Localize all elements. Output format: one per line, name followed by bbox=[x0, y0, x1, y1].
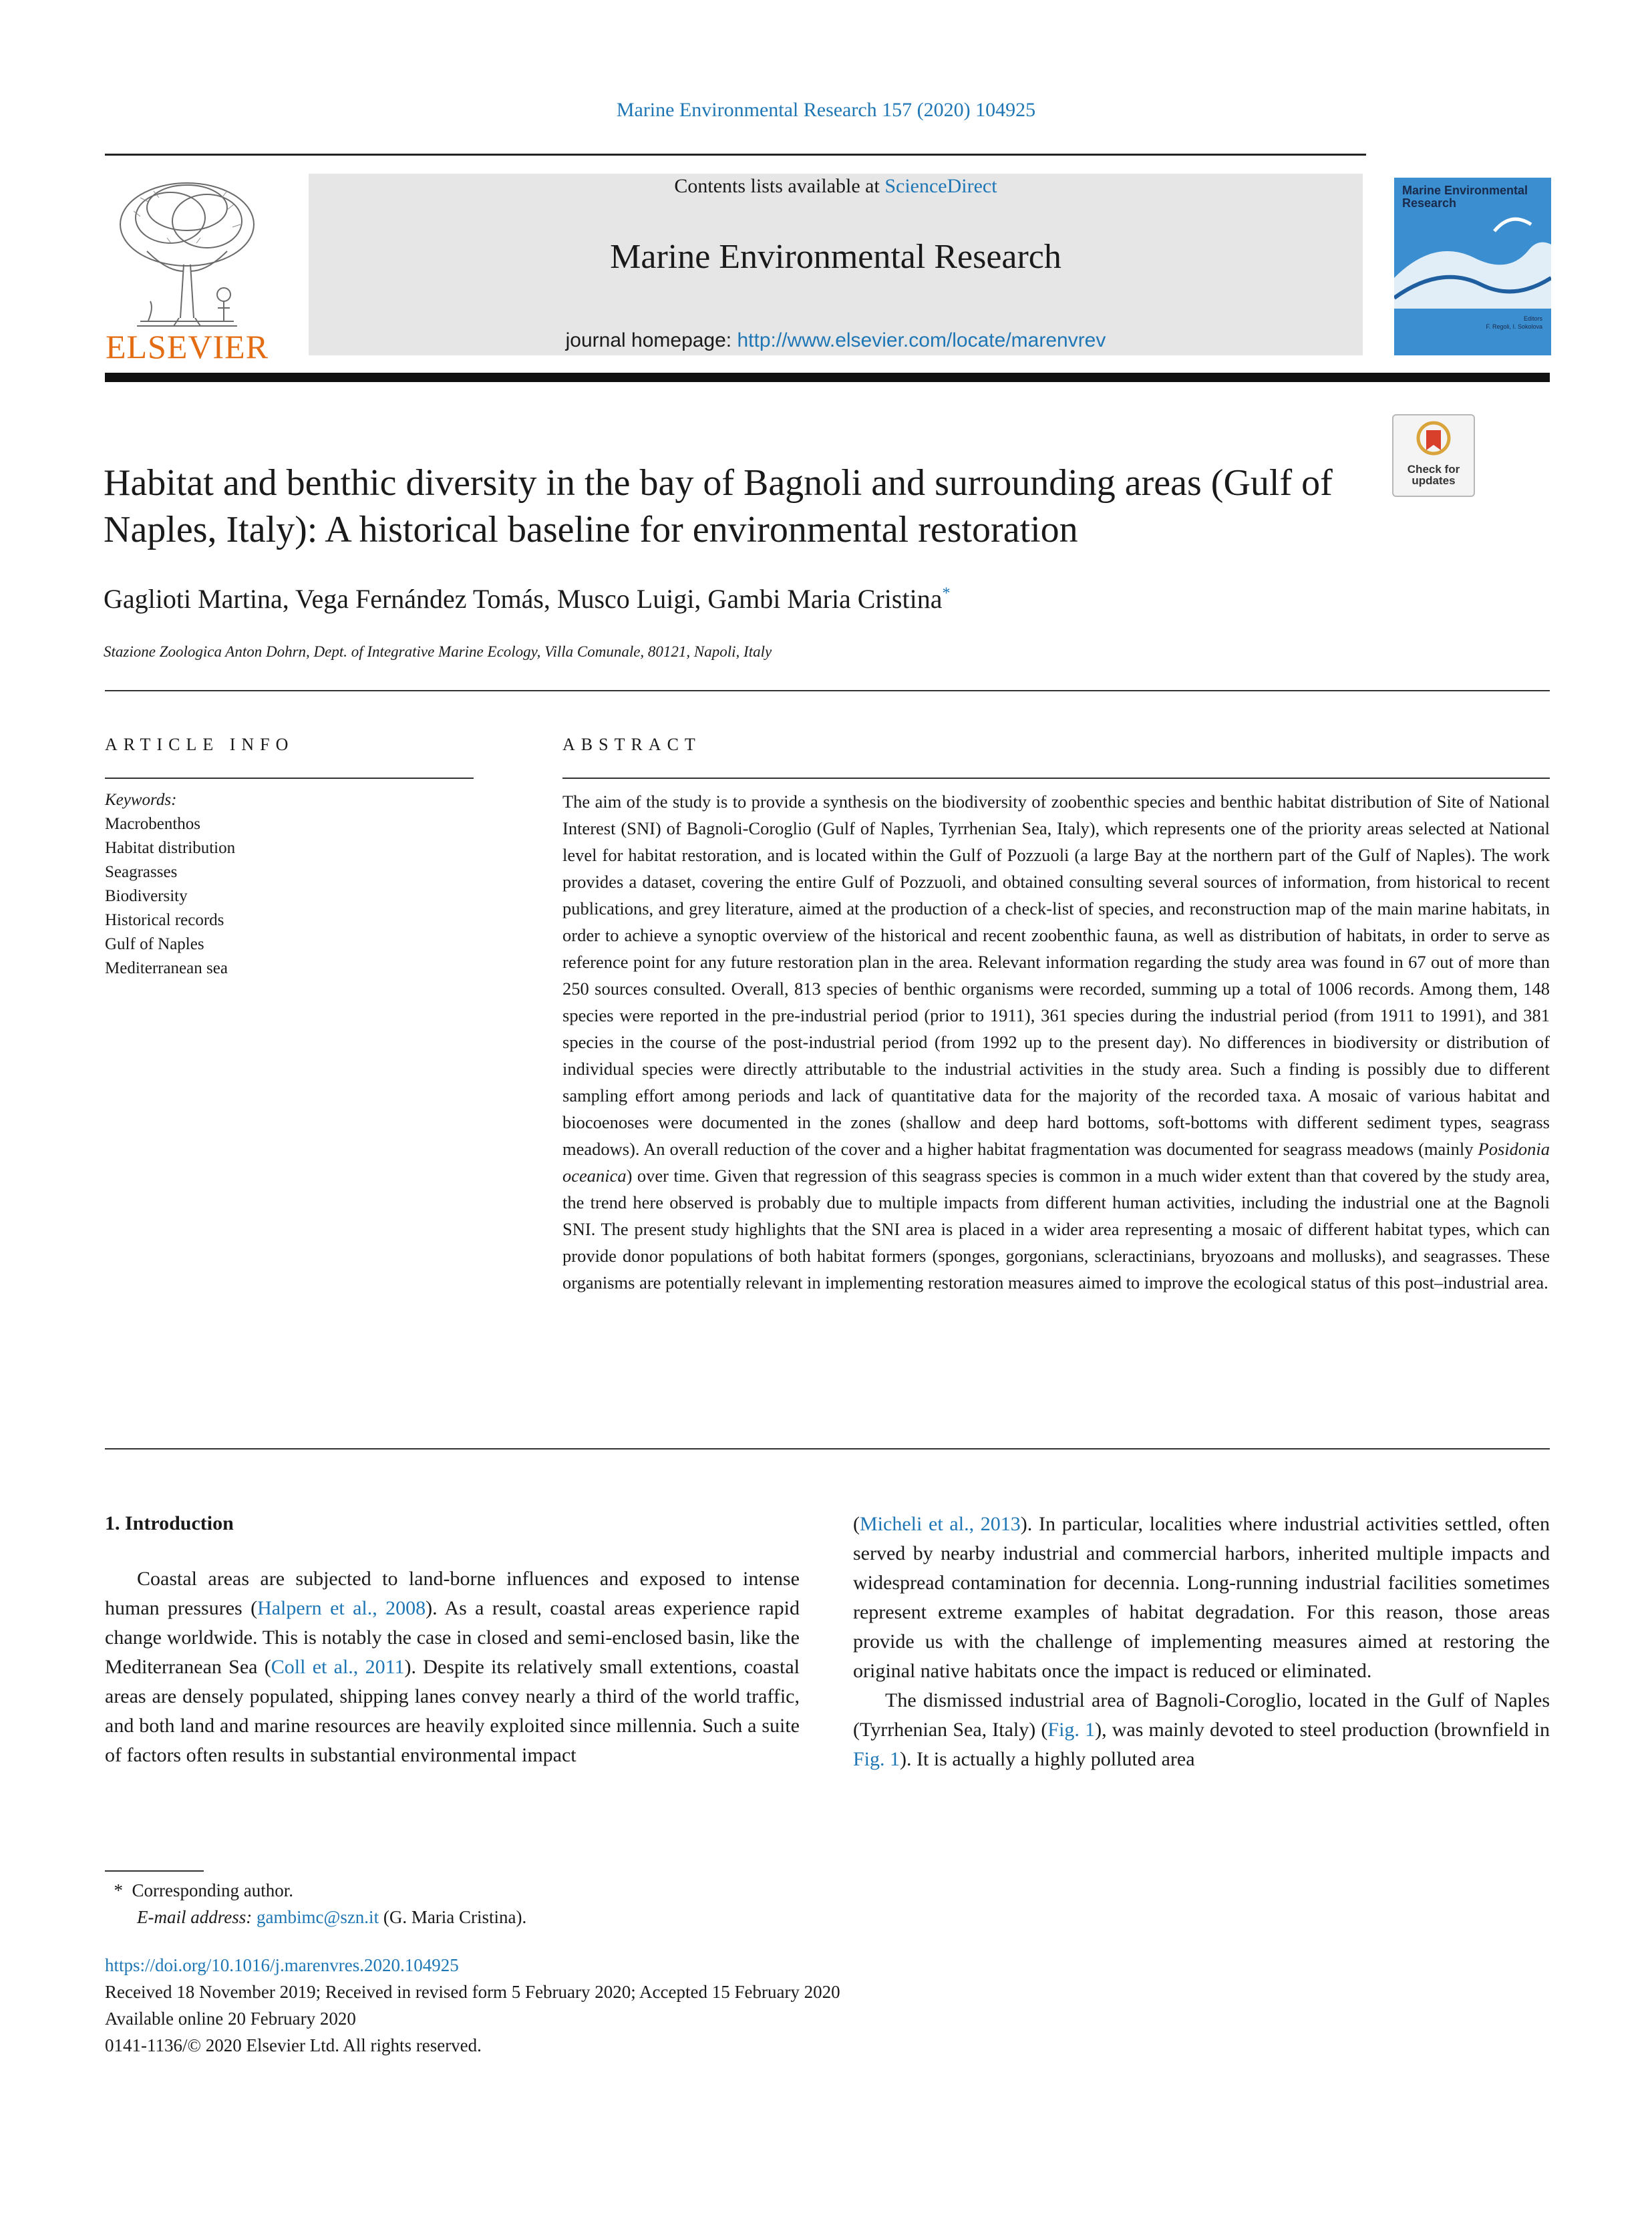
cover-editors-label: Editors bbox=[1523, 315, 1542, 322]
email-name: (G. Maria Cristina). bbox=[383, 1907, 527, 1927]
keywords-list bbox=[105, 788, 235, 981]
header-rule bbox=[105, 154, 1366, 156]
intro-paragraph-2 bbox=[853, 1686, 1550, 1774]
keywords-label: Keywords: bbox=[105, 791, 177, 809]
intro-text: ). It is actually a highly polluted area bbox=[900, 1748, 1195, 1770]
article-info-heading: ARTICLE INFO bbox=[105, 735, 295, 754]
bookmark-icon bbox=[1416, 421, 1451, 461]
sciencedirect-link[interactable]: ScienceDirect bbox=[884, 175, 997, 197]
intro-text: ). Despite its relatively small extentions, coastal areas are densely populated, shipping lanes convey nearly a third of the world traffic, and both land and marine resources are heavily exploited since millennia. Such a suite of factors often results in substantial environmental impact bbox=[105, 1656, 800, 1766]
keyword-item: Gulf of Naples bbox=[105, 935, 204, 953]
email-label: E-mail address: bbox=[137, 1907, 253, 1927]
journal-name: Marine Environmental Research bbox=[610, 238, 1061, 276]
copyright: 0141-1136/© 2020 Elsevier Ltd. All rights reserved. bbox=[105, 2035, 482, 2055]
keyword-item: Habitat distribution bbox=[105, 839, 236, 857]
introduction-heading: 1. Introduction bbox=[105, 1512, 234, 1534]
journal-cover[interactable] bbox=[1394, 158, 1551, 355]
title-rule bbox=[105, 690, 1550, 691]
intro-text: ), was mainly devoted to steel production (brownfield in bbox=[1095, 1719, 1550, 1741]
email-link[interactable]: gambimc@szn.it bbox=[256, 1907, 379, 1927]
homepage-prefix: journal homepage: bbox=[565, 329, 737, 351]
footnote-rule bbox=[105, 1870, 204, 1872]
corresponding-author-link[interactable]: * bbox=[942, 584, 951, 603]
journal-reference[interactable] bbox=[0, 99, 1652, 122]
publisher-logo-text: ELSEVIER bbox=[105, 328, 269, 365]
doi-link[interactable]: https://doi.org/10.1016/j.marenvres.2020.104925 bbox=[105, 1955, 459, 1975]
contents-line bbox=[309, 175, 1363, 198]
abstract-heading: ABSTRACT bbox=[562, 735, 701, 754]
footnote-mark: * bbox=[114, 1880, 123, 1900]
intro-text: Coastal areas are subjected to land-borne influences and exposed to intense human pressures ( bbox=[105, 1568, 800, 1619]
abstract-rule bbox=[562, 778, 1550, 779]
intro-text: ). As a result, coastal areas experience rapid change worldwide. This is notably the case in closed and semi-enclosed basin, like the Mediterranean Sea ( bbox=[105, 1597, 800, 1678]
journal-homepage-link[interactable]: http://www.elsevier.com/locate/marenvrev bbox=[737, 329, 1106, 351]
email-line bbox=[105, 1904, 526, 1930]
intro-column-right bbox=[853, 1510, 1550, 1774]
author-list bbox=[104, 583, 950, 615]
abstract-text bbox=[562, 788, 1550, 1296]
contents-prefix: Contents lists available at bbox=[674, 175, 885, 197]
check-for-updates-button[interactable] bbox=[1392, 414, 1475, 497]
intro-column-left bbox=[105, 1564, 800, 1770]
keyword-item: Mediterranean sea bbox=[105, 959, 228, 977]
figure-link[interactable]: Fig. 1 bbox=[1047, 1719, 1096, 1741]
corresponding-author-note bbox=[105, 1877, 526, 1904]
affiliation: Stazione Zoologica Anton Dohrn, Dept. of Integrative Marine Ecology, Villa Comunale, 80121, Napoli, Italy bbox=[104, 643, 772, 660]
intro-text: The dismissed industrial area of Bagnoli-Coroglio, located in the Gulf of Naples (Tyrrhenian Sea, Italy) ( bbox=[853, 1689, 1550, 1741]
intro-paragraph-1 bbox=[105, 1564, 800, 1770]
homepage-line bbox=[309, 329, 1363, 352]
keyword-item: Macrobenthos bbox=[105, 815, 201, 833]
abstract-part-2: ) over time. Given that regression of this seagrass species is common in a much wider extent than that covered by the study area, the trend here observed is probably due to multiple impacts from different human activities, including the industrial one at the Bagnoli SNI. The present study highlights that the SNI area is placed in a wider area representing a mosaic of different habitat types, which can provide donor populations of both habitat formers (sponges, gorgonians, scleractinians, bryozoans and mollusks), and seagrasses. These organisms are potentially relevant in implementing restoration measures aimed to improve the ecological status of this post–industrial area. bbox=[562, 1166, 1550, 1293]
citation-link[interactable]: Coll et al., 2011 bbox=[271, 1656, 405, 1678]
received-dates: Received 18 November 2019; Received in revised form 5 February 2020; Accepted 15 February 2020 bbox=[105, 1982, 840, 2002]
keyword-item: Historical records bbox=[105, 911, 224, 929]
article-meta bbox=[105, 1952, 840, 2059]
article-title: Habitat and benthic diversity in the bay of Bagnoli and surrounding areas (Gulf of Naples, Italy): A historical baseline for environmental restoration bbox=[104, 462, 1333, 550]
citation-link[interactable]: Halpern et al., 2008 bbox=[257, 1597, 426, 1619]
cover-editors-names: F. Regoli, I. Sokolova bbox=[1486, 323, 1542, 330]
authors-text: Gaglioti Martina, Vega Fernández Tomás, Musco Luigi, Gambi Maria Cristina bbox=[104, 584, 943, 614]
header-thick-rule bbox=[105, 373, 1550, 382]
cover-title: Marine Environmental Research bbox=[1402, 184, 1528, 210]
abstract-part-1: The aim of the study is to provide a synthesis on the biodiversity of zoobenthic species and benthic habitat distribution of Site of National Interest (SNI) of Bagnoli-Coroglio (Gulf of Naples, Tyrrhenian Sea, Italy), which represents one of the priority areas selected at National level for habitat restoration, and is located within the Gulf of Pozzuoli (a large Bay at the northern part of the Gulf of Naples). The work provides a dataset, covering the entire Gulf of Pozzuoli, and obtained consulting several sources of information, from historical to recent publications, and grey literature, aimed at the production of a check-list of species, and reconstruction map of the main marine habitats, in order to achieve a synoptic overview of the historical and recent zoobenthic fauna, as well as distribution of habitats, in order to serve as reference point for any future restoration plan in the area. Relevant information regarding the study area was found in 67 out of more than 250 sources consulted. Overall, 813 species of benthic organisms were recorded, summing up a total of 1006 records. Among them, 148 species were reported in the pre-industrial period (prior to 1911), 361 species during the industrial period (from 1911 to 1991), and 381 species in the course of the post-industrial period (from 1992 up to the present day). No differences in biodiversity or distribution of individual species were directly attributable to the industrial activities in the study area. Such a finding is possibly due to different sampling effort among periods and lack of quantitative data for the majority of the recorded taxa. A mosaic of various habitat and biocoenoses were documented in the zones (shallow and deep hard bottoms, soft-bottoms with different sediment types, seagrass meadows). An overall reduction of the cover and a higher habitat fragmentation was documented for seagrass meadows (mainly bbox=[562, 792, 1550, 1159]
intro-text: ( bbox=[853, 1513, 860, 1535]
check-updates-label: Check for updates bbox=[1407, 463, 1460, 487]
article-info-rule bbox=[105, 778, 474, 779]
abstract-species-name: Posidonia oceanica bbox=[562, 1139, 1550, 1186]
abstract-end-rule bbox=[105, 1448, 1550, 1449]
corresponding-label: Corresponding author. bbox=[132, 1880, 293, 1900]
journal-reference-link[interactable]: Marine Environmental Research 157 (2020) 104925 bbox=[616, 99, 1036, 121]
cover-editors bbox=[1402, 315, 1542, 331]
figure-link[interactable]: Fig. 1 bbox=[853, 1748, 900, 1770]
keyword-item: Seagrasses bbox=[105, 863, 178, 881]
keyword-item: Biodiversity bbox=[105, 887, 188, 905]
available-online: Available online 20 February 2020 bbox=[105, 2009, 356, 2029]
intro-text: ). In particular, localities where industrial activities settled, often served by nearby industrial and commercial harbors, inherited multiple impacts and widespread contamination for decennia. Long-running industrial facilities sometimes represent extreme examples of habitat degradation. For this reason, those areas provide us with the challenge of implementing measures aimed at restoring the original native habitats once the impact is reduced or eliminated. bbox=[853, 1513, 1550, 1682]
intro-paragraph-1-cont bbox=[853, 1510, 1550, 1686]
citation-link[interactable]: Micheli et al., 2013 bbox=[860, 1513, 1021, 1535]
footnote bbox=[105, 1877, 526, 1930]
